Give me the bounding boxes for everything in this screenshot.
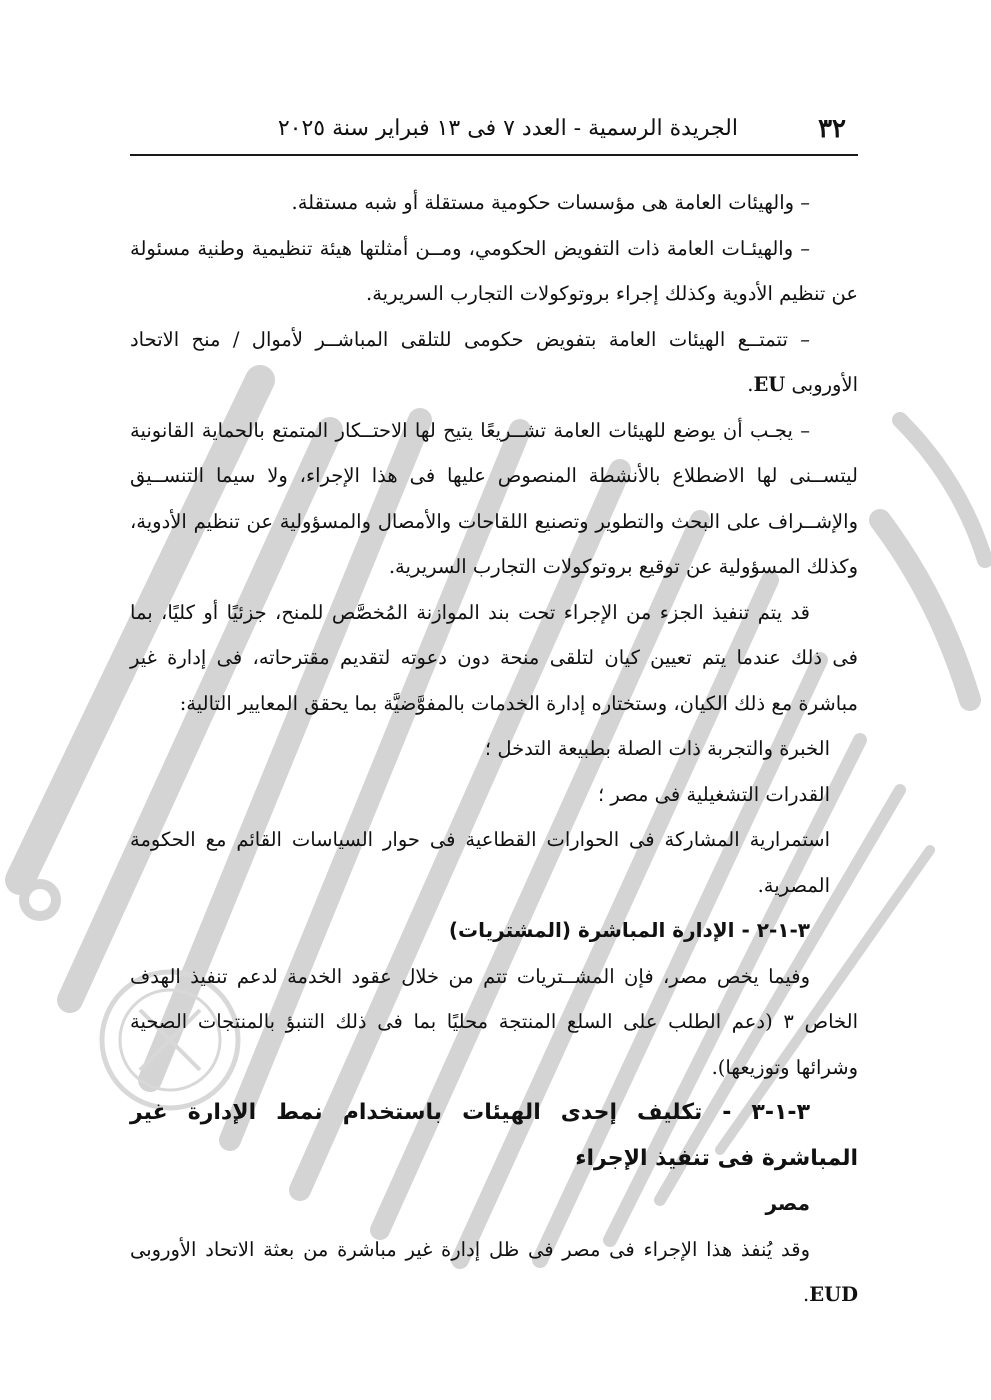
- paragraph-text: وقد يُنفذ هذا الإجراء فى مصر فى ظل إدارة غير مباشرة من بعثة الاتحاد الأوروبى: [130, 1237, 810, 1261]
- eud-abbreviation: EUD: [809, 1283, 858, 1306]
- criteria-item: الخبرة والتجربة ذات الصلة بطبيعة التدخل ؛: [484, 737, 830, 760]
- criteria-item: القدرات التشغيلية فى مصر ؛: [597, 782, 830, 806]
- body-paragraph: وفيما يخص مصر، فإن المشــتريات تتم من خلال عقود الخدمة لدعم تنفيذ الهدف الخاص ٣ (دعم الطلب على السلع المنتجة محليًا بما فى ذلك التنبؤ بالمنتجات الصحية وشرائها وتوزيعها).: [130, 964, 858, 1079]
- bullet-paragraph: – يجـب أن يوضع للهيئات العامة تشــريعًا يتيح لها الاحتــكار المتمتع بالحماية القانونية ليتســنى لها الاضطلاع بالأنشطة المنصوص عليها فى هذا الإجراء، ولا سيما التنســيق والإشــراف على البحث والتطوير وتصنيع اللقاحات والأمصال والمسؤولية عن تنظيم الأدوية، وكذلك المسؤولية عن توقيع بروتوكولات التجارب السريرية.: [130, 418, 858, 578]
- gazette-title: الجريدة الرسمية - العدد ٧ فى ١٣ فبراير سنة ٢٠٢٥: [277, 116, 738, 141]
- subsection-heading: مصر: [765, 1191, 810, 1215]
- body-paragraph: وقد يُنفذ هذا الإجراء فى مصر فى ظل إدارة غير مباشرة من بعثة الاتحاد الأوروبى EUD.: [130, 1237, 858, 1306]
- page-number: ٣٢: [818, 114, 846, 144]
- eu-abbreviation: EU: [753, 373, 786, 396]
- criteria-item: استمرارية المشاركة فى الحوارات القطاعية فى حوار السياسات القائم مع الحكومة المصرية.: [130, 828, 830, 897]
- bullet-paragraph: – والهيئـات العامة ذات التفويض الحكومي، ومــن أمثلتها هيئة تنظيمية وطنية مسئولة عن تنظيم الأدوية وكذلك إجراء بروتوكولات التجارب السريرية.: [130, 236, 858, 305]
- section-heading: ٣-١-٢ - الإدارة المباشرة (المشتريات): [448, 918, 810, 942]
- body-paragraph: قد يتم تنفيذ الجزء من الإجراء تحت بند الموازنة المُخصَّص للمنح، جزئيًا أو كليًا، بما فى ذلك عندما يتم تعيين كيان لتلقى منحة دون دعوته لتقديم مقترحاته، فى إدارة غير مباشرة مع ذلك الكيان، وستختاره إدارة الخدمات بالمفوَّضيَّة بما يحقق المعايير التالية:: [130, 600, 858, 715]
- paragraph-text: – تتمتــع الهيئات العامة بتفويض حكومى للتلقى المباشــر لأموال / منح الاتحاد الأوروبى: [130, 327, 858, 396]
- bullet-paragraph: – والهيئات العامة هى مؤسسات حكومية مستقلة أو شبه مستقلة.: [291, 191, 810, 214]
- section-heading: ٣-١-٣ - تكليف إحدى الهيئات باستخدام نمط الإدارة غير المباشرة فى تنفيذ الإجراء: [130, 1100, 858, 1171]
- page-header: [130, 104, 858, 156]
- bullet-paragraph: – تتمتــع الهيئات العامة بتفويض حكومى للتلقى المباشــر لأموال / منح الاتحاد الأوروبى EU.: [130, 327, 858, 396]
- document-body: [130, 180, 858, 1318]
